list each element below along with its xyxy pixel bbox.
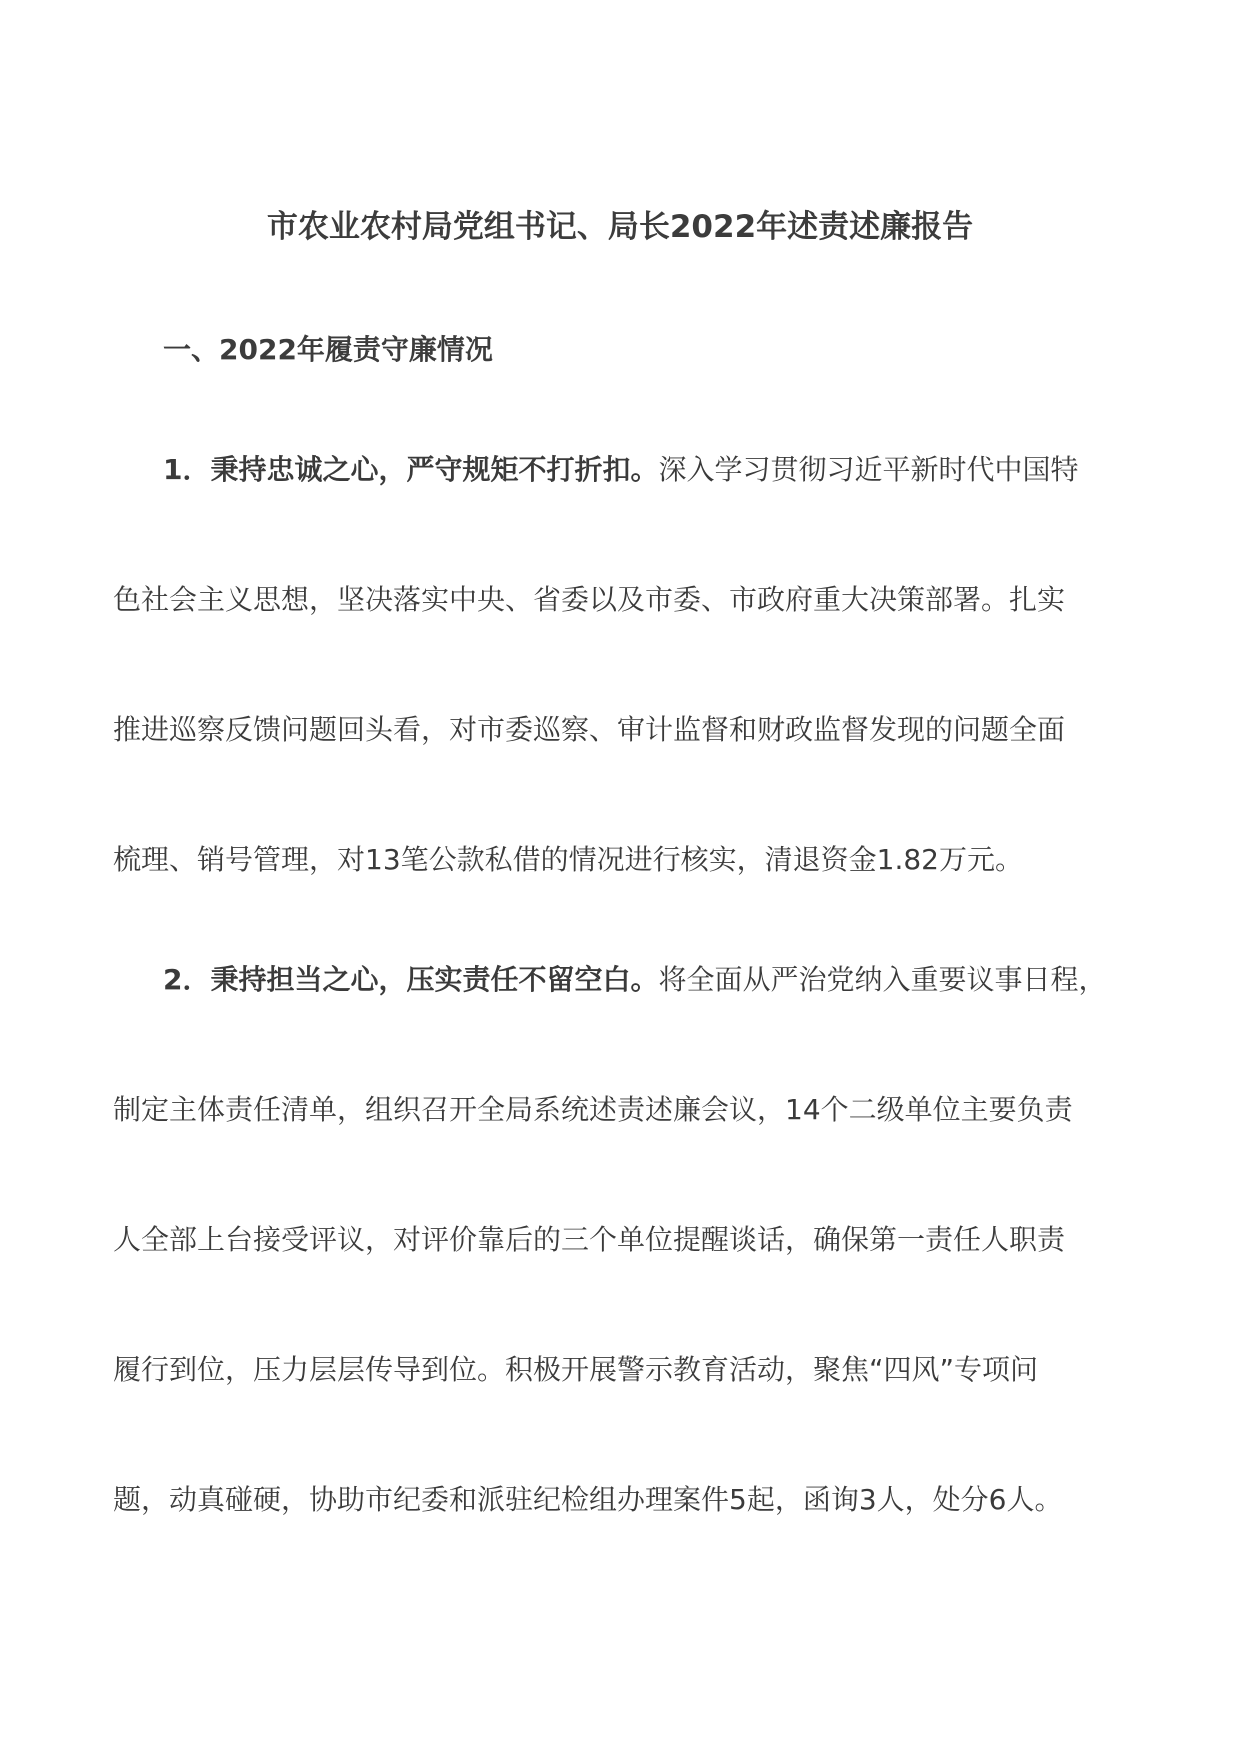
paragraph-line xyxy=(113,915,1143,1045)
paragraph-line: 推进巡察反馈问题回头看，对市委巡察、审计监督和财政监督发现的问题全面 xyxy=(113,713,1066,746)
paragraph-lead: 1．秉持忠诚之心，严守规矩不打折扣。 xyxy=(163,453,659,486)
paragraph-line: 履行到位，压力层层传导到位。积极开展警示教育活动，聚焦“四风”专项问 xyxy=(113,1353,1039,1386)
paragraph-line: 人全部上台接受评议，对评价靠后的三个单位提醒谈话，确保第一责任人职责 xyxy=(113,1223,1066,1256)
paragraph-line: 梳理、销号管理，对13笔公款私借的情况进行核实，清退资金1.82万元。 xyxy=(113,843,1023,876)
document-title: 市农业农村局党组书记、局长2022年述责述廉报告 xyxy=(266,209,974,245)
paragraph-2 xyxy=(113,915,1143,1565)
paragraph-lead: 2．秉持担当之心，压实责任不留空白。 xyxy=(163,963,659,996)
paragraph-text: 深入学习贯彻习近平新时代中国特 xyxy=(658,453,1079,486)
paragraph-1 xyxy=(113,405,1143,925)
paragraph-line xyxy=(113,405,1143,535)
paragraph-line: 色社会主义思想，坚决落实中央、省委以及市委、市政府重大决策部署。扎实 xyxy=(113,583,1066,616)
paragraph-line: 题，动真碰硬，协助市纪委和派驻纪检组办理案件5起，函询3人，处分6人。 xyxy=(113,1483,1063,1516)
paragraph-line: 制定主体责任清单，组织召开全局系统述责述廉会议，14个二级单位主要负责 xyxy=(113,1093,1073,1126)
section-heading: 一、2022年履责守廉情况 xyxy=(163,333,493,366)
paragraph-text: 将全面从严治党纳入重要议事日程， xyxy=(658,963,1107,996)
